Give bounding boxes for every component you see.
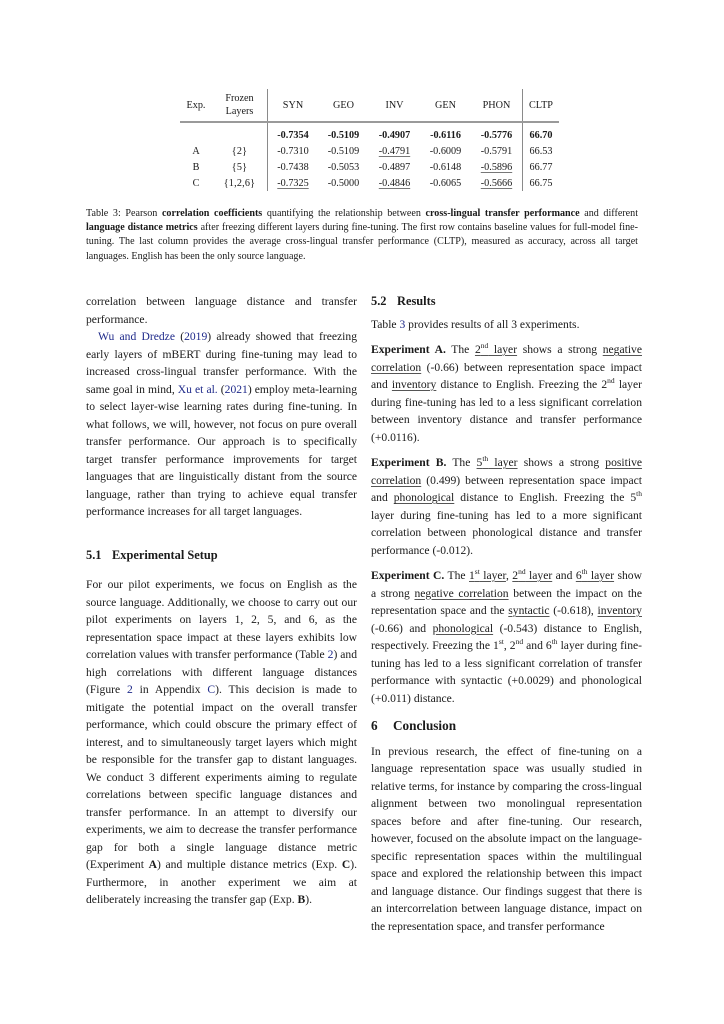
paragraph-text: layer during fine-tuning has led to a less significant correlation between inventory distance and transfer performance (+0.0116). xyxy=(371,378,642,444)
paragraph xyxy=(371,316,642,334)
cell-syn xyxy=(268,175,319,191)
cell-gen: -0.6009 xyxy=(429,145,462,157)
paragraph-text: show a strong xyxy=(371,569,642,600)
paragraph-text: layer during fine-tuning has led to a less significant correlation of transfer performance with syntactic (+0.0029) and phonological (+0.011) distance. xyxy=(371,639,642,705)
ordinal-suffix: nd xyxy=(480,341,489,350)
underlined-value: -0.5896 xyxy=(480,161,513,173)
cell-frozen xyxy=(212,123,268,143)
table-header-row xyxy=(180,89,559,122)
underlined-phrase: inventory xyxy=(597,604,642,617)
section-title: Experimental Setup xyxy=(112,547,218,562)
underlined-phrase: positive correlation xyxy=(371,456,643,487)
caption-bold: language distance metrics xyxy=(86,222,198,234)
ordinal-suffix: nd xyxy=(607,376,615,385)
experiment-label: Experiment A. xyxy=(371,343,446,356)
phrase-text: layer xyxy=(488,456,518,469)
paragraph-text: and 6 xyxy=(523,639,552,652)
ordinal-suffix: th xyxy=(482,454,489,463)
table-caption xyxy=(86,207,638,264)
paragraph-text: (0.499) between representation space impact and xyxy=(371,473,642,504)
header-exp: Exp. xyxy=(186,99,206,111)
cell-syn: -0.7310 xyxy=(268,143,319,159)
paragraph: correlation between language distance and transfer performance. xyxy=(86,295,357,326)
underlined-phrase xyxy=(477,456,518,469)
ordinal-number: 5 xyxy=(476,456,483,469)
phrase-text: layer xyxy=(525,569,553,582)
underlined-phrase: negative correlation xyxy=(371,343,642,374)
cell-gen: -0.6065 xyxy=(429,177,462,189)
header-geo: GEO xyxy=(333,99,354,111)
underlined-value: -0.7325 xyxy=(277,177,309,189)
underlined-phrase: negative correlation xyxy=(414,586,509,600)
caption-text: quantifying the relationship between xyxy=(262,208,426,219)
results-table xyxy=(180,89,559,191)
paragraph-text: distance to English. Freezing the 5 xyxy=(454,491,637,504)
paragraph-text: For our pilot experiments, we focus on English as the source language. Additionally, we choose to carry out our pilot experiments on layers 1, 2, 5, and 6, as the representation space impact at these layers exhibits low correlation values with transfer performance (Table xyxy=(86,578,357,661)
caption-bold: cross-lingual transfer performance xyxy=(425,208,580,219)
experiment-c-paragraph xyxy=(371,567,642,707)
paragraph xyxy=(86,576,357,909)
underlined-phrase xyxy=(469,569,506,582)
cell-exp: C xyxy=(192,177,200,189)
ordinal-suffix: th xyxy=(636,489,642,498)
phrase-text: layer xyxy=(587,569,615,582)
header-phon: PHON xyxy=(482,99,511,111)
cell-inv: -0.4907 xyxy=(378,129,411,141)
citation-link[interactable]: Xu et al. xyxy=(177,382,218,396)
ordinal-suffix: nd xyxy=(515,637,524,646)
paragraph-text: (-0.66) between representation space impact and xyxy=(371,360,642,391)
ordinal-number: 6 xyxy=(575,569,582,582)
underlined-phrase xyxy=(512,569,552,582)
experiment-b-paragraph xyxy=(371,454,642,559)
cell-cltp: 66.77 xyxy=(523,159,560,175)
paragraph-text: in Appendix xyxy=(132,683,208,696)
citation-link[interactable]: Wu and Dredze xyxy=(98,330,175,343)
cell-frozen: {5} xyxy=(231,161,248,173)
paragraph-text: ). xyxy=(305,893,312,906)
caption-text: after freezing different layers during fine-tuning. The first row contains baseline values for full-model fine-tuning. The last column provides the average cross-lingual transfer performance (CLTP), measured as accuracy, across all target languages. English has been the only source language. xyxy=(86,222,638,262)
paragraph-text: provides results of all 3 experiments. xyxy=(405,317,580,331)
ordinal-number: 2 xyxy=(474,343,481,356)
section-heading-5-2 xyxy=(371,293,642,311)
conclusion-paragraph: In previous research, the effect of fine-tuning on a language representation space was usually studied in relative terms, for instance by comparing the cross-lingual alignment between two monolingual representation spaces before and after fine-tuning. Our research, however, focused on the absolute impact on the language-specific representation spaces within the multilingual space and explored the relationship between this impact and language distance. Our findings suggest that there is an intercorrelation between language distance, impact on the representation space, and transfer performance xyxy=(371,744,642,933)
exp-label: C xyxy=(341,858,351,871)
cell-inv xyxy=(369,175,420,191)
paragraph-text: layer during fine-tuning has led to a more significant correlation between phonological distance and transfer performance (-0.012). xyxy=(371,508,642,557)
paragraph-text: , xyxy=(505,569,513,582)
exp-label: B xyxy=(297,893,306,906)
cell-cltp: 66.70 xyxy=(523,123,560,143)
table-row-b xyxy=(180,159,559,175)
section-number: 5.1 xyxy=(86,547,102,562)
paragraph-text: The xyxy=(446,456,477,469)
table-row-baseline xyxy=(180,123,559,143)
paragraph-text: and xyxy=(552,569,576,582)
cell-cltp: 66.75 xyxy=(523,175,560,191)
citation-year-link[interactable]: 2019 xyxy=(184,330,208,343)
header-frozen-line1: Frozen xyxy=(225,93,254,104)
cell-geo: -0.5000 xyxy=(327,177,360,189)
left-column xyxy=(86,293,357,909)
phrase-text: layer xyxy=(488,343,518,356)
cell-frozen: {1,2,6} xyxy=(223,177,256,189)
cell-syn: -0.7354 xyxy=(268,123,319,143)
section-number: 6 xyxy=(371,718,378,733)
phrase-text: layer xyxy=(479,569,506,582)
underlined-phrase: inventory xyxy=(391,378,437,391)
section-heading-6 xyxy=(371,717,642,735)
ordinal-number: 2 xyxy=(512,569,519,582)
table-ref-link[interactable]: 2 xyxy=(327,648,334,661)
appendix-ref-link[interactable]: C xyxy=(207,683,216,696)
underlined-phrase: phonological xyxy=(393,491,455,504)
underlined-value: -0.4846 xyxy=(378,177,411,189)
cell-geo: -0.5053 xyxy=(327,161,360,173)
section-number: 5.2 xyxy=(371,294,387,308)
paragraph-text: ). Furthermore, in another experiment we aim at deliberately increasing the transfer gap (Exp. xyxy=(86,858,357,906)
cell-phon xyxy=(471,175,523,191)
section-heading-5-1 xyxy=(86,547,357,565)
ordinal-suffix: nd xyxy=(518,567,526,576)
section-title: Results xyxy=(397,294,436,308)
paragraph-text: , 2 xyxy=(503,639,516,652)
paragraph-text: The xyxy=(445,343,475,356)
paragraph-text: already showed that freezing early layers of mBERT during fine-tuning may lead to increased cross-lingual transfer performance. With the same goal in mind, xyxy=(86,330,357,396)
exp-label: A xyxy=(148,858,157,871)
cell-exp: A xyxy=(192,145,200,157)
cell-cltp: 66.53 xyxy=(523,143,560,159)
paragraph-text: employ meta-learning to select layer-wise learning rates during fine-tuning. In what follows, we will, however, not focus on pure overall transfer performance. Our approach is to specifically target transfer performance improvements for target languages that are linguistically distant from the source language, rather than trying to achieve equal transfer performance increases for all target languages. xyxy=(86,382,357,518)
cell-inv xyxy=(369,143,420,159)
ordinal-suffix: st xyxy=(474,567,480,576)
experiment-label: Experiment B. xyxy=(371,456,447,469)
cell-exp xyxy=(180,123,212,143)
paragraph-text: ). This decision is made to mitigate the potential impact on the overall transfer performance, which could obscure the primary effect of interest, and to simultaneously target layers which might be responsible for the transfer gap to distant languages. We conduct 3 different experiments aiming to regulate correlations between specific language distances and transfer performance. In an attempt to diversify our experiments, we aim to decrease the transfer performance gap for both a single language distance metric (Experiment xyxy=(86,683,357,871)
paragraph-text: The xyxy=(444,569,469,582)
ordinal-number: 1 xyxy=(469,569,475,582)
paragraph-text: (-0.618), xyxy=(549,604,598,617)
underlined-value: -0.4791 xyxy=(378,145,411,157)
header-inv: INV xyxy=(385,99,404,111)
cell-inv: -0.4897 xyxy=(378,161,411,173)
header-frozen-layers xyxy=(212,89,268,122)
table-ref-link[interactable]: 3 xyxy=(399,317,406,331)
citation-year-link[interactable]: 2021 xyxy=(224,382,248,396)
table-row-c xyxy=(180,175,559,191)
figure-ref-link[interactable]: 2 xyxy=(126,683,133,696)
cell-geo: -0.5109 xyxy=(327,129,360,141)
cell-geo: -0.5109 xyxy=(327,145,360,157)
cell-phon: -0.5776 xyxy=(480,129,513,141)
paragraph-text: ) and high correlations with different language distances (Figure xyxy=(86,648,357,696)
cell-phon: -0.5791 xyxy=(480,145,513,157)
experiment-label: Experiment C. xyxy=(371,569,445,582)
cell-phon xyxy=(471,159,523,175)
header-syn: SYN xyxy=(268,89,319,122)
header-cltp: CLTP xyxy=(523,89,560,122)
cell-gen: -0.6116 xyxy=(430,129,461,141)
ordinal-suffix: th xyxy=(551,637,558,646)
table-row-a xyxy=(180,143,559,159)
underlined-phrase: syntactic xyxy=(508,604,550,617)
paragraph-text: (-0.66) and xyxy=(371,621,433,635)
underlined-value: -0.5666 xyxy=(480,177,513,189)
cell-syn: -0.7438 xyxy=(268,159,319,175)
caption-text: and different xyxy=(579,208,638,219)
paragraph-text: ) and multiple distance metrics (Exp. xyxy=(157,858,342,871)
paragraph-text: between the impact on the representation space and the xyxy=(371,586,642,617)
underlined-phrase xyxy=(576,569,614,582)
caption-text: Table 3: Pearson xyxy=(86,208,162,219)
section-title: Conclusion xyxy=(393,718,457,733)
caption-bold: correlation coefficients xyxy=(161,208,263,219)
ordinal-suffix: st xyxy=(498,637,504,646)
cell-frozen: {2} xyxy=(231,145,248,157)
right-column xyxy=(371,293,642,935)
header-gen: GEN xyxy=(435,99,456,111)
header-frozen-line2: Layers xyxy=(225,106,254,117)
underlined-phrase: phonological xyxy=(432,621,494,635)
paragraph-text: shows a strong xyxy=(517,343,603,356)
cell-gen: -0.6148 xyxy=(429,161,462,173)
underlined-phrase xyxy=(475,343,517,356)
ordinal-suffix: th xyxy=(581,567,588,576)
paragraph-text: (-0.543) distance to English, respectively. Freezing the 1 xyxy=(371,621,642,652)
paragraph-text: shows a strong xyxy=(517,456,606,469)
paragraph-text: Table xyxy=(371,317,400,331)
paragraph: Wu and Dredze (2019) already showed that freezing early layers of mBERT during fine-tuning may lead to increased cross-lingual transfer performance. With the same goal in mind, Xu et al. (2021) employ meta-learning to select layer-wise learning rates during fine-tuning. In what follows, we will, however, not focus on pure overall transfer performance. Our approach is to specifically target transfer performance improvements for target languages that are linguistically distant from the source language, rather than trying to achieve equal transfer performance increases for all target languages. xyxy=(86,330,357,518)
paragraph-text: distance to English. Freezing the 2 xyxy=(436,378,608,391)
cell-exp: B xyxy=(192,161,200,173)
experiment-a-paragraph xyxy=(371,341,642,446)
